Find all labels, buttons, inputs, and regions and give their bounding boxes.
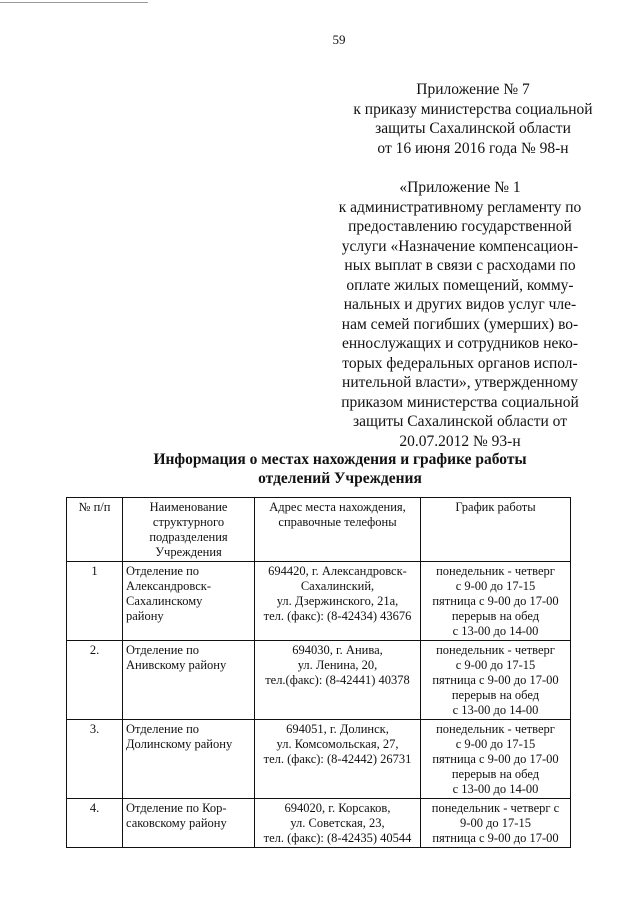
- departments-table: [66, 497, 571, 848]
- document-title-line: Информация о местах нахождения и графике работы: [153, 451, 527, 468]
- table-row: [67, 799, 571, 848]
- unit-schedule: понедельник - четверг с 9-00 до 17-15 пятница с 9-00 до 17-00 перерыв на обед с 13-00 до 14-00: [421, 641, 571, 720]
- row-number: 4.: [67, 799, 123, 848]
- header-unit-name: Наименование структурного подразделения Учреждения: [123, 498, 255, 562]
- row-number: 2.: [67, 641, 123, 720]
- header-number: № п/п: [67, 498, 123, 562]
- unit-name: Отделение по Кор- саковскому району: [123, 799, 255, 848]
- appendix-1-line: ных выплат в связи с расходами по: [344, 257, 576, 274]
- unit-address: 694420, г. Александровск- Сахалинский, ул. Дзержинского, 21а, тел. (факс): (8-42434) 43676: [255, 562, 421, 641]
- appendix-1-line: оплате жилых помещений, комму-: [346, 276, 574, 294]
- appendix-1-line: торых федеральных органов испол-: [342, 354, 578, 372]
- appendix-7-line: защиты Сахалинской области: [375, 120, 571, 137]
- unit-schedule: понедельник - четверг с 9-00 до 17-15 пятница с 9-00 до 17-00: [421, 799, 571, 848]
- row-number: 3.: [67, 720, 123, 799]
- appendix-7-line: к приказу министерства социальной: [353, 100, 593, 118]
- appendix-1-line: нам семей погибших (умерших) во-: [341, 315, 579, 333]
- document-title: [0, 450, 640, 488]
- row-number: 1: [67, 562, 123, 641]
- header-address: Адрес места нахождения, справочные телефоны: [255, 498, 421, 562]
- appendix-7-line: Приложение № 7: [416, 81, 530, 98]
- page-number: 59: [332, 32, 346, 47]
- appendix-7-header: [338, 80, 608, 158]
- unit-name: Отделение по Александровск- Сахалинскому району: [123, 562, 255, 641]
- appendix-1-line: нительной власти», утвержденному: [342, 374, 578, 391]
- appendix-1-line: еннослужащих и сотрудников неко-: [341, 335, 579, 352]
- header-schedule: График работы: [421, 498, 571, 562]
- appendix-1-line: услуги «Назначение компенсацион-: [341, 237, 579, 255]
- appendix-1-line: защиты Сахалинской области от: [353, 413, 567, 430]
- appendix-1-line: «Приложение № 1: [399, 179, 521, 196]
- unit-address: 694020, г. Корсаков, ул. Советская, 23, тел. (факс): (8-42435) 40544: [255, 799, 421, 848]
- table-row: [67, 641, 571, 720]
- appendix-1-line: предоставлению государственной: [348, 218, 572, 235]
- appendix-1-line: приказом министерства социальной: [341, 393, 579, 411]
- unit-name: Отделение по Анивскому району: [123, 641, 255, 720]
- appendix-1-line: 20.07.2012 № 93-н: [399, 432, 521, 450]
- document-title-line: отделений Учреждения: [258, 470, 422, 487]
- appendix-1-line: нальных и других видов услуг чле-: [343, 296, 577, 313]
- unit-schedule: понедельник - четверг с 9-00 до 17-15 пятница с 9-00 до 17-00 перерыв на обед с 13-00 до 14-00: [421, 562, 571, 641]
- scan-edge-line: [0, 2, 148, 3]
- table-row: [67, 562, 571, 641]
- table-header-row: [67, 498, 571, 562]
- unit-address: 694030, г. Анива, ул. Ленина, 20, тел.(факс): (8-42441) 40378: [255, 641, 421, 720]
- unit-name: Отделение по Долинскому району: [123, 720, 255, 799]
- appendix-7-line: от 16 июня 2016 года № 98-н: [377, 139, 569, 157]
- table-row: [67, 720, 571, 799]
- unit-schedule: понедельник - четверг с 9-00 до 17-15 пятница с 9-00 до 17-00 перерыв на обед с 13-00 до 14-00: [421, 720, 571, 799]
- appendix-1-header: [328, 178, 592, 451]
- appendix-1-line: к административному регламенту по: [338, 198, 582, 216]
- unit-address: 694051, г. Долинск, ул. Комсомольская, 27, тел. (факс): (8-42442) 26731: [255, 720, 421, 799]
